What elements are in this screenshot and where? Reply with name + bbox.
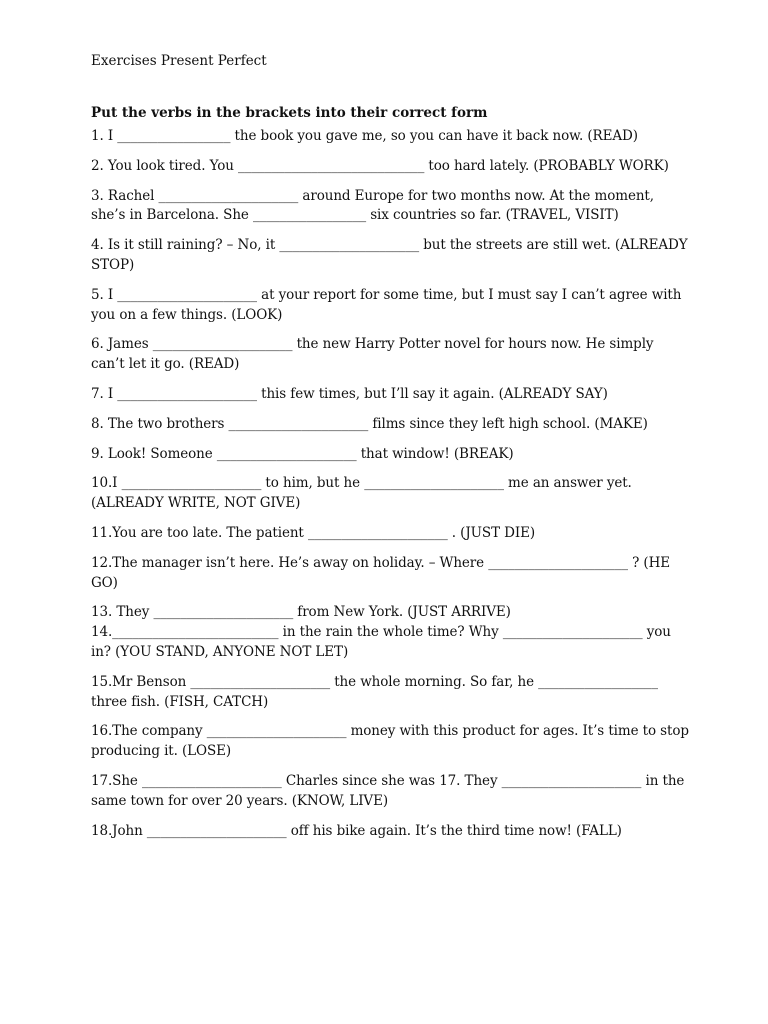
- exercise-item-7: 7. I _____________________ this few times, but I’ll say it again. (ALREADY SAY): [91, 385, 608, 402]
- document-title: Exercises Present Perfect: [91, 53, 267, 69]
- exercise-item-2: 2. You look tired. You ____________________________ too hard lately. (PROBABLY WORK): [91, 157, 669, 174]
- exercise-item-6: 6. James _____________________ the new Harry Potter novel for hours now. He simply can’t let it go. (READ): [91, 336, 654, 373]
- exercise-item-18: 18.John _____________________ off his bike again. It’s the third time now! (FALL): [91, 822, 622, 839]
- exercise-item-10: 10.I _____________________ to him, but he _____________________ me an answer yet. (ALREADY WRITE, NOT GIVE): [91, 475, 632, 512]
- exercise-item-16: 16.The company _____________________ money with this product for ages. It’s time to stop producing it. (LOSE): [91, 723, 689, 760]
- exercise-item-8: 8. The two brothers _____________________ films since they left high school. (MAKE): [91, 415, 648, 432]
- instructions-heading: Put the verbs in the brackets into their correct form: [91, 105, 488, 121]
- worksheet-page: [91, 52, 691, 841]
- exercise-item-15: 15.Mr Benson _____________________ the whole morning. So far, he __________________ three fish. (FISH, CATCH): [91, 673, 658, 710]
- exercise-item-13-14: 13. They _____________________ from New York. (JUST ARRIVE) 14._________________________ in the rain the whole time? Why _____________________ you in? (YOU STAND, ANYONE NOT LET): [91, 604, 671, 660]
- exercise-list: [91, 127, 691, 841]
- exercise-item-17: 17.She _____________________ Charles since she was 17. They _____________________ in the same town for over 20 years. (KNOW, LIVE): [91, 772, 685, 809]
- exercise-item-3: 3. Rachel _____________________ around Europe for two months now. At the moment, she’s in Barcelona. She _________________ six countries so far. (TRAVEL, VISIT): [91, 187, 654, 224]
- exercise-item-12: 12.The manager isn’t here. He’s away on holiday. – Where _____________________ ? (HE GO): [91, 554, 670, 591]
- exercise-item-11: 11.You are too late. The patient _____________________ . (JUST DIE): [91, 524, 536, 541]
- exercise-item-4: 4. Is it still raining? – No, it _____________________ but the streets are still wet. (ALREADY STOP): [91, 237, 688, 273]
- exercise-item-1: 1. I _________________ the book you gave me, so you can have it back now. (READ): [91, 128, 638, 144]
- exercise-item-9: 9. Look! Someone _____________________ that window! (BREAK): [91, 445, 514, 462]
- exercise-item-5: 5. I _____________________ at your report for some time, but I must say I can’t agree with you on a few things. (LOOK): [91, 286, 682, 323]
